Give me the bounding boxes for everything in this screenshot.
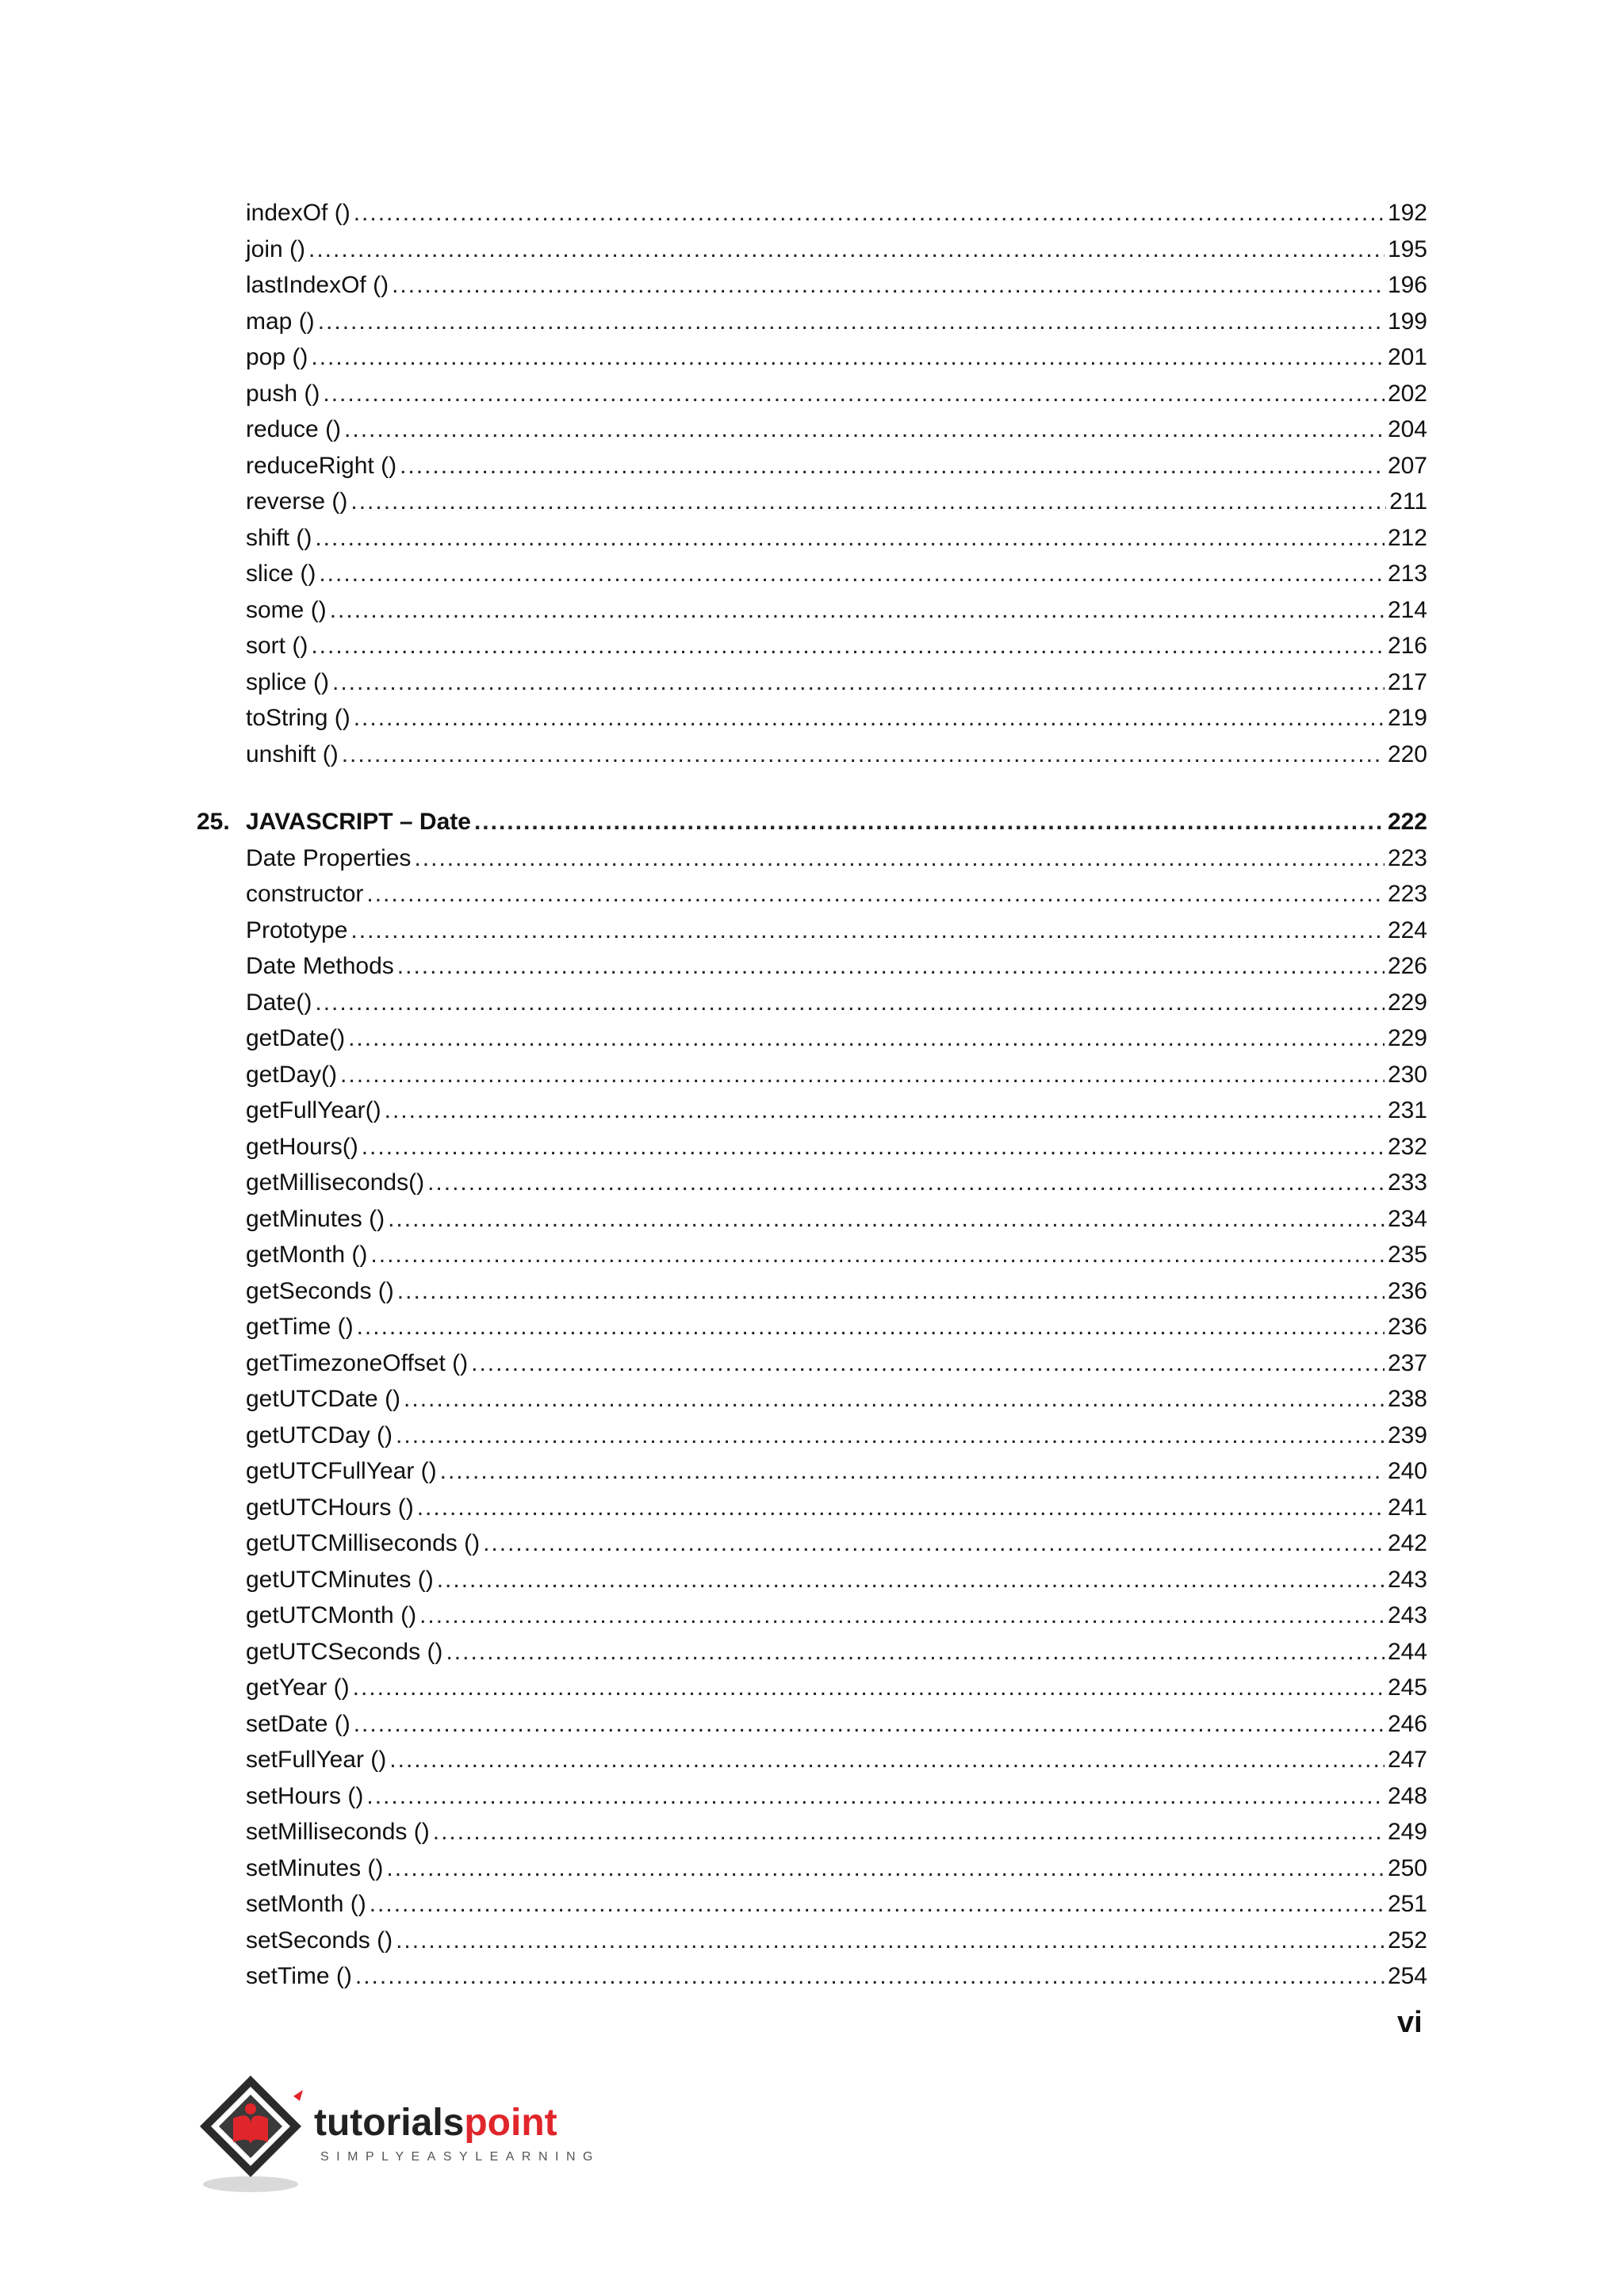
toc-entry-page: 235 [1387, 1242, 1427, 1268]
toc-entry-page: 229 [1387, 1025, 1427, 1051]
toc-entry-title: constructor [246, 881, 364, 907]
toc-entry[interactable] [197, 985, 1427, 1021]
toc-entry-title: setFullYear () [246, 1747, 387, 1773]
toc-entry-title: getUTCDay () [246, 1422, 393, 1448]
toc-entry[interactable] [197, 339, 1427, 376]
toc-entry-title: toString () [246, 705, 350, 731]
dot-leader [370, 1886, 1385, 1923]
toc-entry[interactable] [197, 1201, 1427, 1238]
toc-entry-page: 233 [1387, 1169, 1427, 1196]
toc-entry-title: Date() [246, 989, 312, 1016]
toc-entry-page: 242 [1387, 1530, 1427, 1556]
toc-chapter-25[interactable] [197, 804, 1427, 840]
chapter-title-text: JAVASCRIPT – Date [246, 809, 471, 835]
toc-entry[interactable] [197, 1742, 1427, 1778]
toc-entry-page: 232 [1387, 1133, 1427, 1160]
dot-leader [474, 804, 1385, 840]
toc-entry[interactable] [197, 1309, 1427, 1345]
toc-entry-title: pop () [246, 344, 308, 370]
toc-entry[interactable] [197, 1237, 1427, 1273]
dot-leader [417, 1490, 1385, 1526]
dot-leader [355, 1958, 1385, 1995]
table-of-contents [197, 195, 1427, 1995]
logo-tagline: SIMPLYEASYLEARNING [320, 2150, 600, 2164]
toc-entry-title: some () [246, 596, 327, 623]
dot-leader [400, 448, 1385, 484]
toc-entry-title: Date Methods [246, 953, 394, 979]
toc-entry-page: 248 [1387, 1782, 1427, 1809]
toc-entry[interactable] [197, 948, 1427, 985]
toc-entry[interactable] [197, 840, 1427, 877]
toc-entry-title: slice () [246, 561, 316, 587]
dot-leader [323, 376, 1385, 412]
toc-entry-title: setMilliseconds () [246, 1819, 430, 1845]
dot-leader [483, 1525, 1385, 1562]
dot-leader [388, 1201, 1385, 1238]
toc-entry[interactable] [197, 1923, 1427, 1959]
toc-section-array-methods [197, 195, 1427, 772]
toc-entry[interactable] [197, 1129, 1427, 1165]
toc-entry-title: getUTCMinutes () [246, 1566, 434, 1593]
dot-leader [385, 1093, 1385, 1129]
toc-entry-title: setTime () [246, 1963, 352, 1989]
toc-entry-page: 199 [1387, 308, 1427, 335]
dot-leader [446, 1634, 1385, 1670]
toc-entry[interactable] [197, 1273, 1427, 1310]
toc-entry-title: getUTCFullYear () [246, 1458, 437, 1484]
toc-entry-page: 217 [1387, 668, 1427, 695]
toc-entry[interactable] [197, 876, 1427, 913]
dot-leader [308, 232, 1385, 268]
toc-entry-page: 213 [1387, 561, 1427, 587]
toc-entry-page: 223 [1387, 881, 1427, 907]
toc-entry-page: 207 [1387, 452, 1427, 479]
toc-entry-page: 238 [1387, 1386, 1427, 1412]
dot-leader [340, 1057, 1385, 1093]
toc-entry[interactable] [197, 304, 1427, 340]
toc-entry-title: unshift () [246, 740, 339, 767]
toc-entry-title: splice () [246, 668, 330, 695]
toc-entry-page: 254 [1387, 1963, 1427, 1989]
toc-entry-title: getYear () [246, 1674, 350, 1701]
dot-leader [414, 840, 1385, 877]
toc-entry-title: join () [246, 235, 306, 262]
toc-entry-page: 196 [1387, 272, 1427, 298]
toc-entry-page: 246 [1387, 1710, 1427, 1737]
toc-entry-page: 223 [1387, 844, 1427, 871]
toc-entry[interactable] [197, 1381, 1427, 1418]
toc-entry-page: 212 [1387, 524, 1427, 551]
toc-entry[interactable] [197, 232, 1427, 268]
toc-entry-page: 219 [1387, 705, 1427, 731]
toc-section-date [197, 840, 1427, 1995]
toc-entry-page: 241 [1387, 1494, 1427, 1521]
dot-leader [318, 304, 1385, 340]
toc-entry-page: 192 [1387, 200, 1427, 226]
toc-entry-title: Prototype [246, 916, 348, 943]
dot-leader [311, 339, 1385, 376]
toc-entry-page: 230 [1387, 1061, 1427, 1088]
dot-leader [440, 1453, 1385, 1490]
toc-entry-title: map () [246, 308, 315, 335]
toc-entry-title: setSeconds () [246, 1927, 393, 1954]
toc-entry-title: setHours () [246, 1782, 364, 1809]
dot-leader [354, 195, 1385, 232]
toc-entry[interactable] [197, 1958, 1427, 1995]
toc-entry-page: 195 [1387, 235, 1427, 262]
dot-leader [397, 1273, 1385, 1310]
dot-leader [315, 985, 1385, 1021]
toc-entry-title: shift () [246, 524, 312, 551]
toc-entry[interactable] [197, 592, 1427, 629]
toc-entry[interactable] [197, 1778, 1427, 1815]
toc-entry-title: getTimezoneOffset () [246, 1349, 469, 1376]
toc-entry[interactable] [197, 520, 1427, 557]
dot-leader [433, 1814, 1385, 1850]
toc-entry[interactable] [197, 1453, 1427, 1490]
toc-entry[interactable] [197, 195, 1427, 232]
toc-entry[interactable] [197, 1634, 1427, 1670]
dot-leader [396, 1923, 1385, 1959]
toc-entry-page: 224 [1387, 916, 1427, 943]
toc-entry[interactable] [197, 913, 1427, 949]
toc-entry-page: 220 [1387, 740, 1427, 767]
toc-entry-title: setMonth () [246, 1891, 366, 1917]
toc-entry[interactable] [197, 1165, 1427, 1201]
page-number: vi [1397, 2006, 1423, 2039]
toc-entry-title: lastIndexOf () [246, 272, 389, 298]
toc-entry[interactable] [197, 1418, 1427, 1454]
toc-entry[interactable] [197, 448, 1427, 484]
toc-entry[interactable] [197, 1670, 1427, 1706]
dot-leader [389, 1742, 1385, 1778]
toc-entry-page: 202 [1387, 380, 1427, 407]
logo-wordmark [314, 2101, 557, 2145]
toc-entry-page: 240 [1387, 1458, 1427, 1484]
toc-entry-title: setDate () [246, 1710, 350, 1737]
toc-entry-page: 250 [1387, 1854, 1427, 1881]
toc-entry[interactable] [197, 1525, 1427, 1562]
dot-leader [427, 1165, 1385, 1201]
toc-entry-title: getDate() [246, 1025, 346, 1051]
chapter-page: 222 [1387, 809, 1427, 835]
dot-leader [311, 628, 1385, 664]
toc-entry[interactable] [197, 1020, 1427, 1057]
toc-entry-page: 249 [1387, 1819, 1427, 1845]
toc-entry-page: 211 [1389, 488, 1427, 515]
toc-entry-page: 216 [1387, 633, 1427, 659]
dot-leader [353, 1670, 1385, 1706]
dot-leader [437, 1562, 1385, 1598]
toc-entry[interactable] [197, 1706, 1427, 1743]
dot-leader [404, 1381, 1385, 1418]
toc-entry-page: 251 [1387, 1891, 1427, 1917]
toc-entry[interactable] [197, 1057, 1427, 1093]
dot-leader [354, 1706, 1385, 1743]
toc-entry-page: 214 [1387, 596, 1427, 623]
toc-entry-page: 245 [1387, 1674, 1427, 1701]
toc-entry-title: getDay() [246, 1061, 338, 1088]
toc-entry-page: 231 [1387, 1097, 1427, 1123]
logo-word-tutorials: tutorials [314, 2102, 465, 2144]
toc-entry-title: getHours() [246, 1133, 358, 1160]
toc-entry[interactable] [197, 1814, 1427, 1850]
toc-entry[interactable] [197, 556, 1427, 592]
toc-entry[interactable] [197, 1093, 1427, 1129]
toc-entry-page: 236 [1387, 1277, 1427, 1304]
toc-entry-title: reduce () [246, 416, 342, 442]
toc-entry-page: 239 [1387, 1422, 1427, 1448]
toc-entry-page: 201 [1387, 344, 1427, 370]
chapter-title [197, 804, 474, 840]
toc-entry[interactable] [197, 267, 1427, 304]
dot-leader [350, 913, 1385, 949]
toc-entry-page: 226 [1387, 953, 1427, 979]
dot-leader [366, 1778, 1385, 1815]
toc-entry[interactable] [197, 664, 1427, 701]
toc-entry-title: getUTCMilliseconds () [246, 1530, 481, 1556]
dot-leader [330, 592, 1385, 629]
toc-entry-page: 236 [1387, 1314, 1427, 1340]
toc-entry-title: indexOf () [246, 200, 350, 226]
toc-entry-title: getTime () [246, 1314, 354, 1340]
dot-leader [354, 700, 1385, 737]
chapter-number: 25. [197, 809, 230, 835]
tutorialspoint-logo [195, 2069, 623, 2196]
toc-entry[interactable] [197, 484, 1427, 520]
toc-entry-page: 234 [1387, 1205, 1427, 1232]
toc-entry-page: 244 [1387, 1638, 1427, 1665]
toc-entry-page: 247 [1387, 1747, 1427, 1773]
toc-entry-title: getUTCHours () [246, 1494, 414, 1521]
toc-entry-title: reduceRight () [246, 452, 397, 479]
toc-entry[interactable] [197, 1850, 1427, 1887]
toc-entry-title: getUTCMonth () [246, 1602, 417, 1628]
dot-leader [396, 1418, 1385, 1454]
toc-entry-title: getSeconds () [246, 1277, 394, 1304]
dot-leader [366, 876, 1385, 913]
toc-entry[interactable] [197, 1490, 1427, 1526]
toc-entry-title: getMonth () [246, 1242, 368, 1268]
toc-entry-title: getUTCSeconds () [246, 1638, 443, 1665]
toc-entry[interactable] [197, 376, 1427, 412]
toc-entry-title: getUTCDate () [246, 1386, 401, 1412]
toc-entry-page: 204 [1387, 416, 1427, 442]
toc-entry-page: 243 [1387, 1566, 1427, 1593]
toc-entry-page: 252 [1387, 1927, 1427, 1954]
toc-entry-page: 243 [1387, 1602, 1427, 1628]
dot-leader [392, 267, 1385, 304]
dot-leader [357, 1309, 1385, 1345]
dot-leader [370, 1237, 1385, 1273]
dot-leader [315, 520, 1385, 557]
dot-leader [386, 1850, 1385, 1887]
dot-leader [344, 411, 1385, 448]
toc-entry-title: sort () [246, 633, 308, 659]
dot-leader [471, 1345, 1385, 1382]
toc-entry-title: getMinutes () [246, 1205, 385, 1232]
toc-entry-title: getFullYear() [246, 1097, 381, 1123]
toc-entry-title: reverse () [246, 488, 348, 515]
dot-leader [332, 664, 1385, 701]
toc-entry[interactable] [197, 1886, 1427, 1923]
dot-leader [362, 1129, 1385, 1165]
toc-entry-page: 237 [1387, 1349, 1427, 1376]
dot-leader [348, 1020, 1385, 1057]
dot-leader [342, 737, 1385, 773]
dot-leader [397, 948, 1385, 985]
toc-entry[interactable] [197, 737, 1427, 773]
toc-entry[interactable] [197, 1598, 1427, 1634]
toc-entry[interactable] [197, 1562, 1427, 1598]
logo-word-point: point [464, 2102, 557, 2144]
toc-entry[interactable] [197, 700, 1427, 737]
toc-entry[interactable] [197, 411, 1427, 448]
dot-leader [419, 1598, 1385, 1634]
toc-entry-title: push () [246, 380, 320, 407]
toc-entry-title: Date Properties [246, 844, 412, 871]
toc-entry-title: setMinutes () [246, 1854, 384, 1881]
dot-leader [350, 484, 1386, 520]
tutorialspoint-diamond-logo-icon [195, 2069, 314, 2196]
toc-entry-title: getMilliseconds() [246, 1169, 425, 1196]
toc-entry-page: 229 [1387, 989, 1427, 1016]
dot-leader [319, 556, 1385, 592]
toc-entry[interactable] [197, 1345, 1427, 1382]
toc-entry[interactable] [197, 628, 1427, 664]
